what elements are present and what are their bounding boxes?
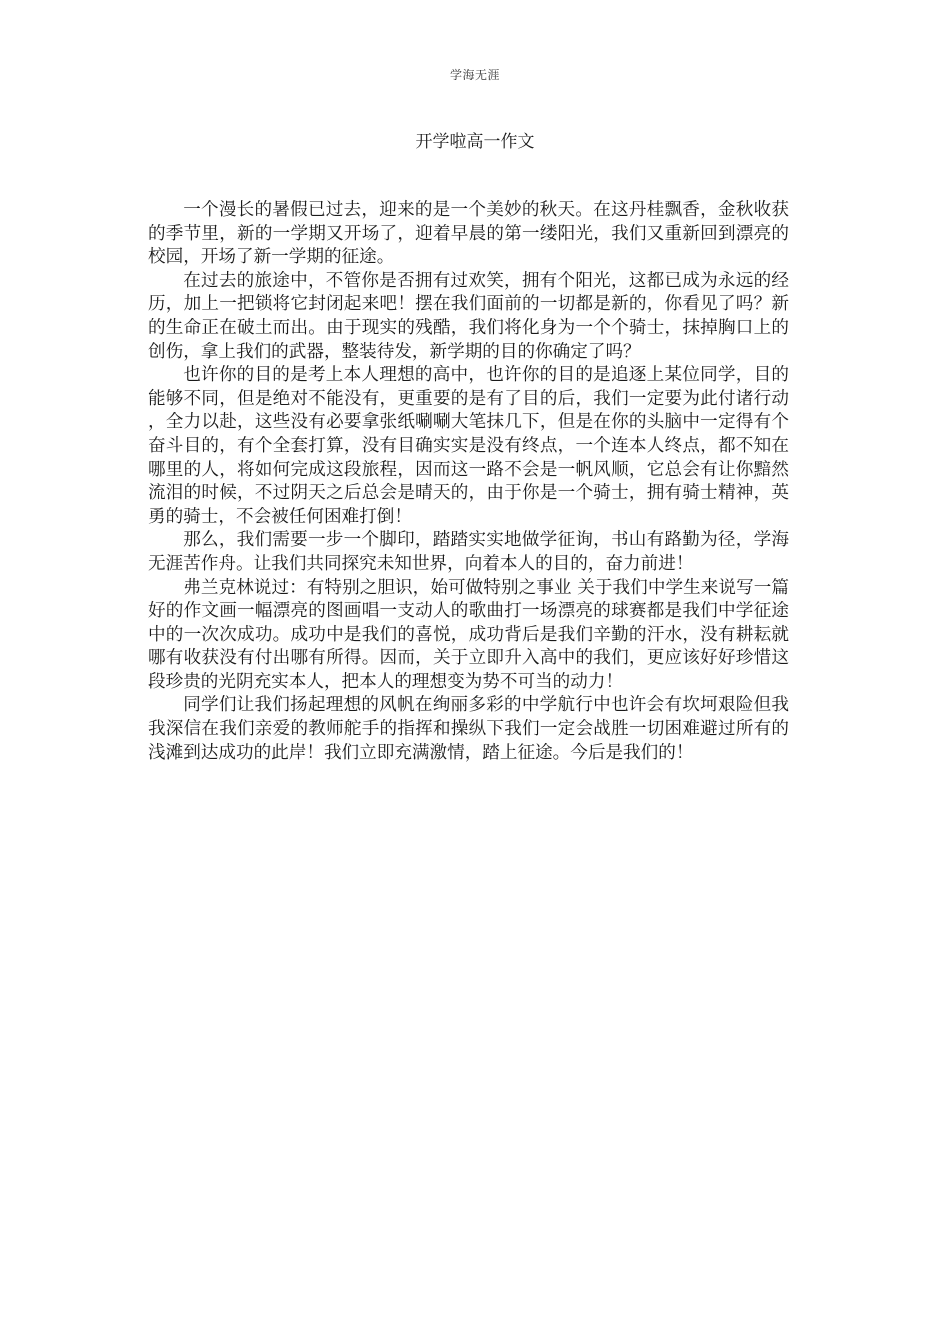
paragraph: 也许你的目的是考上本人理想的高中，也许你的目的是追逐上某位同学，目的能够不同，但是绝对不能没有，更重要的是有了目的后，我们一定要为此付诸行动，全力以赴，这些没有必要拿张纸唰唰大笔抹几下，但是在你的头脑中一定得有个奋斗目的，有个全套打算，没有目确实实是没有终点，一个连本人终点，都不知在哪里的人，将如何完成这段旅程，因而这一路不会是一帆风顺，它总会有让你黯然流泪的时候，不过阴天之后总会是晴天的，由于你是一个骑士，拥有骑士精神，英勇的骑士，不会被任何困难打倒！ (148, 365, 789, 527)
paragraph: 同学们让我们扬起理想的风帆在绚丽多彩的中学航行中也许会有坎坷艰险但我我深信在我们亲爱的教师舵手的指挥和操纵下我们一定会战胜一切困难避过所有的浅滩到达成功的此岸！我们立即充满激情，踏上征途。今后是我们的！ (148, 695, 789, 763)
paragraph: 一个漫长的暑假已过去，迎来的是一个美妙的秋天。在这丹桂飘香，金秋收获的季节里，新的一学期又开场了，迎着早晨的第一缕阳光，我们又重新回到漂亮的校园，开场了新一学期的征途。 (148, 200, 789, 268)
paragraph: 那么，我们需要一步一个脚印，踏踏实实地做学征询，书山有路勤为径，学海无涯苦作舟。让我们共同探究未知世界，向着本人的目的，奋力前进！ (148, 530, 789, 574)
page-header: 学海无涯 (449, 68, 500, 82)
paragraph: 在过去的旅途中，不管你是否拥有过欢笑，拥有个阳光，这都已成为永远的经历，加上一把锁将它封闭起来吧！摆在我们面前的一切都是新的，你看见了吗？新的生命正在破土而出。由于现实的残酷，我们将化身为一个个骑士，抹掉胸口上的创伤，拿上我们的武器，整装待发，新学期的目的你确定了吗？ (148, 270, 789, 362)
essay-title: 开学啦高一作文 (415, 132, 535, 152)
paragraph: 弗兰克林说过：有特别之胆识，始可做特别之事业 关于我们中学生来说写一篇好的作文画一幅漂亮的图画唱一支动人的歌曲打一场漂亮的球赛都是我们中学征途中的一次次成功。成功中是我们的喜悦，成功背后是我们辛勤的汗水，没有耕耘就哪有收获没有付出哪有所得。因而，关于立即升入高中的我们，更应该好好珍惜这段珍贵的光阴充实本人，把本人的理想变为势不可当的动力！ (148, 577, 789, 692)
essay-body (148, 199, 789, 765)
